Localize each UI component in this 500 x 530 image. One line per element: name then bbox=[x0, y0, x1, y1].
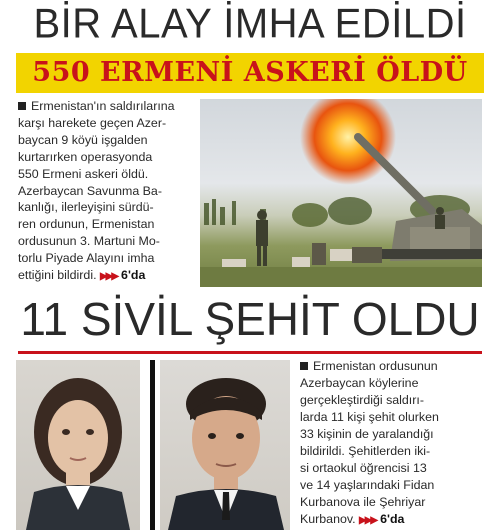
story1-line: karşı harekete geçen Azer- bbox=[18, 115, 167, 130]
story1-line: ren ordunun, Ermenistan bbox=[18, 217, 155, 232]
story2-line: larda 11 kişi şehit olurken bbox=[300, 410, 439, 424]
story1-line: kanlığı, ilerleyişini sürdü- bbox=[18, 200, 154, 215]
story-civilians bbox=[300, 358, 486, 529]
subhead-banner bbox=[16, 53, 484, 93]
subhead-text: 550 ERMENİ ASKERİ ÖLDÜ bbox=[32, 57, 468, 88]
story1-line: baycan 9 köyü işgalden bbox=[18, 132, 148, 147]
second-headline: 11 SİVİL ŞEHİT OLDU bbox=[20, 293, 480, 345]
story1-line: Azerbaycan Savunma Ba- bbox=[18, 183, 162, 198]
story1-line: ordusunun 3. Martuni Mo- bbox=[18, 234, 160, 249]
headline-divider bbox=[18, 351, 482, 354]
story2-line: si ortaokul öğrencisi 13 bbox=[300, 461, 427, 475]
main-headline: BİR ALAY İMHA EDİLDİ bbox=[33, 0, 467, 48]
victim-photo-boy bbox=[160, 360, 290, 530]
story2-line: bildirildi. Şehitlerden iki- bbox=[300, 444, 431, 458]
story2-line: Kurbanova ile Şehriyar bbox=[300, 495, 426, 509]
story1-line: torlu Piyade Alayını imha bbox=[18, 251, 155, 266]
story2-line: Kurbanov. bbox=[300, 512, 356, 526]
artillery-photo bbox=[200, 99, 482, 287]
story2-line: Ermenistan ordusunun bbox=[313, 359, 438, 373]
story2-line: Azerbaycan köylerine bbox=[300, 376, 419, 390]
page-reference-link[interactable] bbox=[100, 268, 145, 282]
victim-photo-girl bbox=[16, 360, 140, 530]
page-reference-link[interactable] bbox=[359, 512, 404, 526]
mourning-ribbon-icon bbox=[146, 360, 160, 530]
triple-arrow-icon: ▶▶▶ bbox=[99, 271, 118, 283]
story1-line: Ermenistan'ın saldırılarına bbox=[31, 99, 175, 113]
triple-arrow-icon: ▶▶▶ bbox=[359, 515, 377, 526]
story1-line: ettiğini bildirdi. bbox=[18, 268, 97, 283]
story-artillery bbox=[18, 98, 198, 286]
story1-line: 550 Ermeni askeri öldü. bbox=[18, 166, 149, 181]
story1-line: kurtarırken operasyonda bbox=[18, 149, 153, 164]
page-reference-label: 6'da bbox=[121, 268, 146, 283]
story2-line: 33 kişinin de yaralandığı bbox=[300, 427, 434, 441]
page-reference-label: 6'da bbox=[380, 512, 405, 526]
square-bullet-icon bbox=[300, 362, 308, 370]
story2-line: gerçekleştirdiği saldırı- bbox=[300, 393, 424, 407]
story2-line: ve 14 yaşlarındaki Fidan bbox=[300, 478, 435, 492]
square-bullet-icon bbox=[18, 102, 26, 110]
